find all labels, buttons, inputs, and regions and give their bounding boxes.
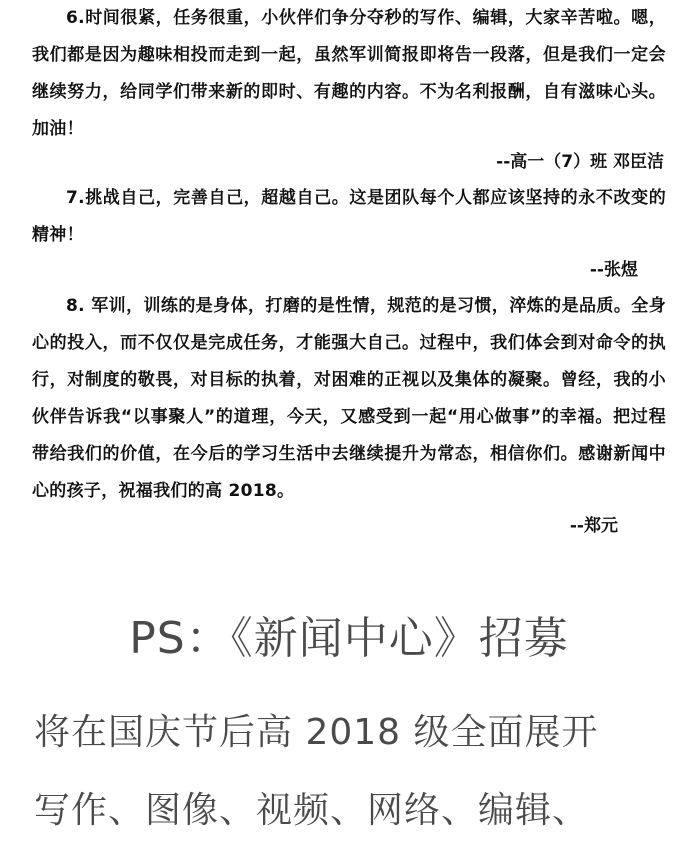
paragraph-6: 6.时间很紧，任务很重，小伙伴们争分夺秒的写作、编辑，大家辛苦啦。嗯，我们都是因为趣味相投而走到一起，虽然军训简报即将告一段落，但是我们一定会继续努力，给同学们带来新的即时、有趣的内容。不为名利报酬，自有滋味心头。加油！ (32, 8, 666, 139)
recruitment-title: PS：《新闻中心》招募 (129, 613, 569, 664)
signature-7: --张煜 (589, 260, 638, 280)
paragraph-7: 7.挑战自己，完善自己，超越自己。这是团队每个人都应该坚持的永不改变的精神！ (32, 188, 666, 245)
recruitment-body (34, 694, 674, 850)
signature-6: --高一（7）班 邓臣洁 (496, 152, 664, 172)
signature-8: --郑元 (569, 516, 618, 536)
recruitment-line-1: 将在国庆节后高 2018 级全面展开 (34, 712, 599, 753)
paragraph-8: 8. 军训，训练的是身体，打磨的是性情，规范的是习惯，淬炼的是品质。全身心的投入，而不仅仅是完成任务，才能强大自己。过程中，我们体会到对命令的执行，对制度的敬畏，对目标的执着，对困难的正视以及集体的凝聚。曾经，我的小伙伴告诉我“以事聚人”的道理，今天，又感受到一起“用心做事”的幸福。把过程带给我们的价值，在今后的学习生活中去继续提升为常态，相信你们。感谢新闻中心的孩子，祝福我们的高 2018。 (32, 296, 666, 501)
recruitment-line-2: 写作、图像、视频、网络、编辑、 (34, 790, 590, 831)
